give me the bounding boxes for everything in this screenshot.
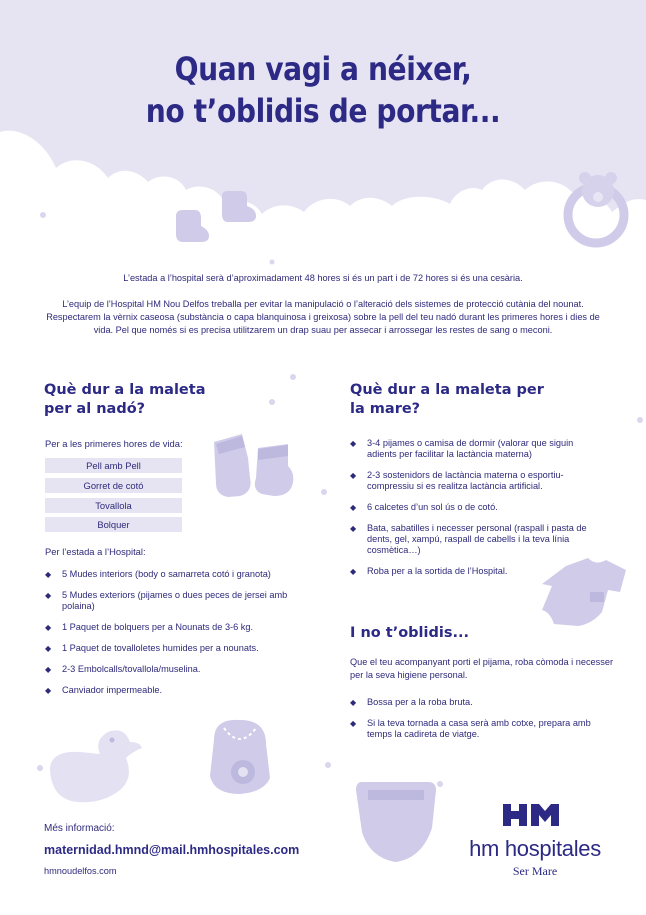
first-hours-item: Tovallola (45, 498, 182, 513)
dot-decoration (40, 212, 46, 218)
list-item: ◆ 6 calcetes d’un sol ús o de cotó. (350, 502, 498, 512)
brand-tagline: Ser Mare (512, 864, 558, 878)
socks-icon (214, 434, 293, 497)
reminder-heading: I no t’oblidis... (350, 625, 470, 641)
title-line-2: no t’oblidis de portar... (145, 92, 501, 130)
list-item: ◆ Si la teva tornada a casa serà amb cotxe, prepara amb temps la cadireta de viatge. (350, 718, 591, 739)
bullet-icon: ◆ (350, 503, 357, 512)
dot-decoration (437, 781, 443, 787)
bullet-icon: ◆ (350, 439, 357, 448)
list-item: ◆ Canviador impermeable. (45, 685, 163, 695)
baby-shoes-icon (176, 191, 256, 242)
dot-decoration (321, 489, 327, 495)
contact-email-link[interactable]: maternidad.hmnd@mail.hmhospitales.com (44, 843, 300, 857)
brand-name: hm hospitales (469, 836, 601, 861)
page-title (39, 48, 607, 132)
list-item: ◆ 1 Paquet de tovalloletes humides per a nounats. (45, 643, 259, 653)
baby-bib-icon (210, 720, 270, 794)
hospital-stay-label: Per l’estada a l’Hospital: (45, 546, 146, 557)
baby-stay-list (45, 569, 307, 696)
bullet-icon: ◆ (45, 665, 52, 674)
list-item: ◆ Bossa per a la roba bruta. (350, 697, 473, 707)
bullet-icon: ◆ (350, 524, 357, 533)
mother-suitcase-heading: Què dur a la maleta per la mare? (350, 382, 544, 417)
list-item: ◆ 3-4 pijames o camisa de dormir (valorar que siguin adients per facilitar la lactància materna) (350, 438, 574, 459)
list-item: ◆ Roba per a la sortida de l’Hospital. (350, 566, 508, 576)
dot-decoration (37, 765, 43, 771)
bullet-icon: ◆ (45, 591, 52, 600)
bullet-icon: ◆ (45, 623, 52, 632)
hm-hospitales-logo-mark (503, 804, 559, 826)
dot-decoration (270, 260, 275, 265)
list-item: ◆ Bata, sabatilles i necesser personal (raspall i pasta de dents, gel, xampú, raspall de cabells i la teva línia cosmètica…) (350, 523, 587, 555)
bullet-icon: ◆ (350, 471, 357, 480)
first-hours-item: Bolquer (45, 517, 182, 532)
diaper-icon (356, 782, 436, 862)
intro-stay-duration: L’estada a l’hospital serà d’aproximadament 48 hores si és un part i de 72 hores si és una cesària. (123, 273, 523, 283)
dot-decoration (269, 399, 275, 405)
list-item: ◆ 2-3 Embolcalls/tovallola/muselina. (45, 664, 201, 674)
list-item: ◆ 5 Mudes exteriors (pijames o dues peces de jersei amb polaina) (45, 590, 288, 611)
reminder-text: Que el teu acompanyant porti el pijama, roba còmoda i necesser per la seva higiene personal. (350, 657, 614, 680)
rubber-duck-icon (50, 730, 142, 802)
bullet-icon: ◆ (350, 698, 357, 707)
dot-decoration (325, 762, 331, 768)
bullet-icon: ◆ (350, 567, 357, 576)
first-hours-item: Gorret de cotó (45, 478, 182, 493)
bullet-icon: ◆ (45, 644, 52, 653)
list-item: ◆ 2-3 sostenidors de lactància materna o esportiu-compressiu si es realitza lactància artificial. (350, 470, 564, 491)
more-info-label: Més informació: (44, 823, 115, 834)
dot-decoration (290, 374, 296, 380)
bullet-icon: ◆ (350, 719, 357, 728)
first-hours-item: Pell amb Pell (45, 458, 182, 473)
list-item: ◆ 1 Paquet de bolquers per a Nounats de 3-6 kg. (45, 622, 254, 632)
dot-decoration (637, 417, 643, 423)
first-hours-label: Per a les primeres hores de vida: (45, 438, 183, 449)
bullet-icon: ◆ (45, 686, 52, 695)
reminder-list (350, 697, 600, 740)
mother-list (350, 438, 600, 577)
intro-skin-protection: L’equip de l’Hospital HM Nou Delfos treballa per evitar la manipulació o l’alteració dels sistemes de protecció cutània del nounat. Respectarem la vèrnix caseosa (substància o capa blanquinosa i greixosa) sobre la pell del teu nadó durant les primeres hores i dies de vida. Pel que només si es precisa utilitzarem un drap suau per assecar i arrossegar les restes de sang o meconi. (46, 299, 600, 335)
bullet-icon: ◆ (45, 570, 52, 579)
title-line-1: Quan vagi a néixer, (174, 50, 472, 88)
website-link[interactable]: hmnoudelfos.com (44, 866, 117, 876)
baby-suitcase-heading: Què dur a la maleta per al nadó? (44, 382, 206, 417)
list-item: ◆ 5 Mudes interiors (body o samarreta cotó i granota) (45, 569, 271, 579)
